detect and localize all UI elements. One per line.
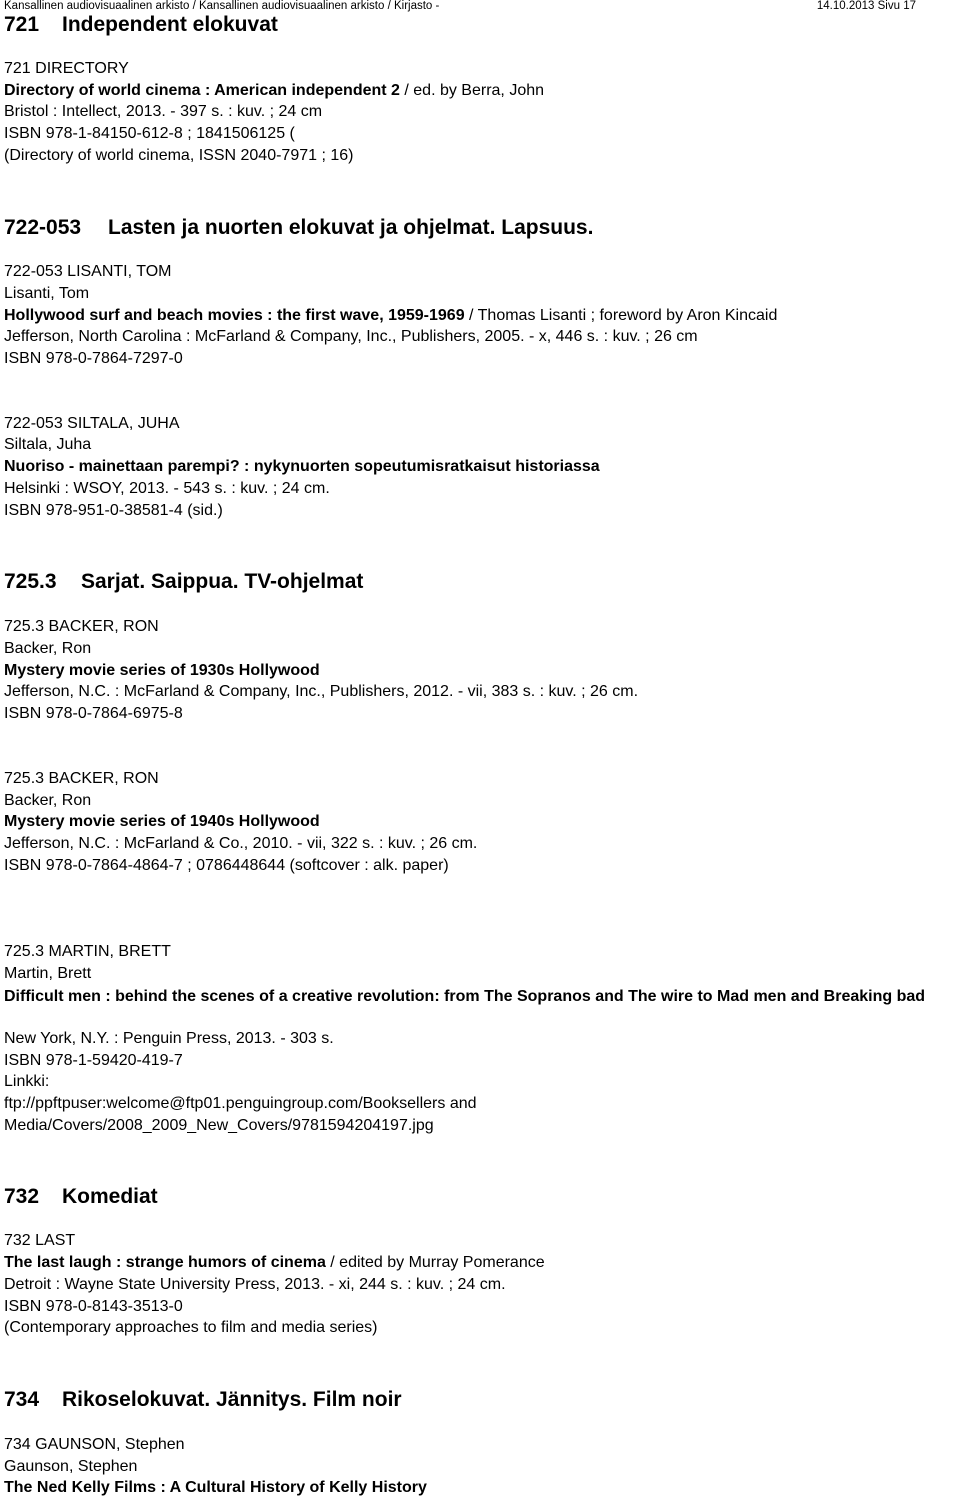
section-number: 722-053 xyxy=(4,216,82,239)
section-heading-734 xyxy=(4,1388,402,1412)
section-number: 721 xyxy=(4,13,40,36)
entry-title-line xyxy=(4,812,320,832)
entry-isbn: ISBN 978-0-7864-7297-0 xyxy=(4,350,183,367)
entry-series: (Directory of world cinema, ISSN 2040-7971 ; 16) xyxy=(4,147,354,164)
entry-title-line xyxy=(4,661,320,681)
header-date: 14.10.2013 xyxy=(816,0,875,12)
entry-title: Mystery movie series of 1940s Hollywood xyxy=(4,813,320,830)
entry-isbn: ISBN 978-0-7864-6975-8 xyxy=(4,705,183,722)
entry-title: Mystery movie series of 1930s Hollywood xyxy=(4,662,320,679)
entry-responsibility: / Thomas Lisanti ; foreword by Aron Kincaid xyxy=(464,307,778,324)
entry-publication: Bristol : Intellect, 2013. - 397 s. : kuv. ; 24 cm xyxy=(4,103,323,120)
section-number: 732 xyxy=(4,1185,40,1208)
entry-isbn: ISBN 978-951-0-38581-4 (sid.) xyxy=(4,502,223,519)
entry-link-continued[interactable]: Media/Covers/2008_2009_New_Covers/9781594204197.jpg xyxy=(4,1117,434,1134)
section-title: Komediat xyxy=(62,1185,158,1208)
section-heading-725-3 xyxy=(4,570,364,594)
entry-title-line xyxy=(4,306,777,326)
entry-series: (Contemporary approaches to film and media series) xyxy=(4,1319,378,1336)
entry-isbn: ISBN 978-1-59420-419-7 xyxy=(4,1052,183,1069)
section-heading-721 xyxy=(4,13,278,37)
entry-isbn: ISBN 978-0-8143-3513-0 xyxy=(4,1298,183,1315)
section-heading-732 xyxy=(4,1185,158,1209)
section-number: 734 xyxy=(4,1388,40,1411)
header-date-page xyxy=(817,0,916,12)
header-page: Sivu 17 xyxy=(877,0,916,12)
entry-title: Difficult men : behind the scenes of a creative revolution: from The Sopranos and The wire to Mad men and Breaking bad xyxy=(4,988,926,1005)
entry-author: Backer, Ron xyxy=(4,640,92,657)
entry-title-line xyxy=(4,1253,545,1273)
section-title: Lasten ja nuorten elokuvat ja ohjelmat. Lapsuus. xyxy=(108,216,594,239)
entry-publication: Helsinki : WSOY, 2013. - 543 s. : kuv. ; 24 cm. xyxy=(4,480,330,497)
page-header xyxy=(4,0,956,14)
entry-publication: Jefferson, North Carolina : McFarland & Company, Inc., Publishers, 2005. - x, 446 s. : kuv. ; 26 cm xyxy=(4,328,698,345)
entry-title: Nuoriso - mainettaan parempi? : nykynuorten sopeutumisratkaisut historiassa xyxy=(4,458,600,475)
entry-title-line xyxy=(4,457,600,477)
entry-publication: Jefferson, N.C. : McFarland & Company, Inc., Publishers, 2012. - vii, 383 s. : kuv. ; 26 cm. xyxy=(4,683,639,700)
entry-title-line xyxy=(4,81,544,101)
header-source: Kansallinen audiovisuaalinen arkisto / Kansallinen audiovisuaalinen arkisto / Kirjasto - xyxy=(4,0,440,12)
entry-code: 725.3 BACKER, RON xyxy=(4,770,159,787)
section-number: 725.3 xyxy=(4,570,57,593)
entry-code: 732 LAST xyxy=(4,1232,76,1249)
entry-isbn: ISBN 978-1-84150-612-8 ; 1841506125 ( xyxy=(4,125,295,142)
entry-publication: Jefferson, N.C. : McFarland & Co., 2010. - vii, 322 s. : kuv. ; 26 cm. xyxy=(4,835,478,852)
entry-code: 725.3 MARTIN, BRETT xyxy=(4,943,171,960)
entry-link-label: Linkki: xyxy=(4,1073,50,1090)
entry-author: Lisanti, Tom xyxy=(4,285,90,302)
entry-title-line xyxy=(4,1478,427,1498)
entry-responsibility: / ed. by Berra, John xyxy=(399,82,545,99)
entry-responsibility: / edited by Murray Pomerance xyxy=(325,1254,545,1271)
entry-author: Gaunson, Stephen xyxy=(4,1458,138,1475)
entry-author: Martin, Brett xyxy=(4,965,92,982)
entry-title: The last laugh : strange humors of cinema xyxy=(4,1254,326,1271)
entry-code: 722-053 LISANTI, TOM xyxy=(4,263,172,280)
section-heading-722-053 xyxy=(4,216,594,240)
entry-isbn: ISBN 978-0-7864-4864-7 ; 0786448644 (softcover : alk. paper) xyxy=(4,857,449,874)
entry-link[interactable]: ftp://ppftpuser:welcome@ftp01.penguingroup.com/Booksellers and xyxy=(4,1095,477,1112)
section-title: Sarjat. Saippua. TV-ohjelmat xyxy=(81,570,364,593)
entry-publication: Detroit : Wayne State University Press, 2013. - xi, 244 s. : kuv. ; 24 cm. xyxy=(4,1276,506,1293)
entry-title-line xyxy=(4,986,960,1008)
entry-code: 721 DIRECTORY xyxy=(4,60,129,77)
entry-code: 722-053 SILTALA, JUHA xyxy=(4,415,180,432)
section-title: Independent elokuvat xyxy=(62,13,278,36)
entry-title: The Ned Kelly Films : A Cultural History of Kelly History xyxy=(4,1479,427,1496)
entry-code: 725.3 BACKER, RON xyxy=(4,618,159,635)
entry-author: Siltala, Juha xyxy=(4,436,92,453)
entry-author: Backer, Ron xyxy=(4,792,92,809)
entry-title: Hollywood surf and beach movies : the first wave, 1959-1969 xyxy=(4,307,465,324)
entry-code: 734 GAUNSON, Stephen xyxy=(4,1436,185,1453)
entry-title: Directory of world cinema : American independent 2 xyxy=(4,82,400,99)
section-title: Rikoselokuvat. Jännitys. Film noir xyxy=(62,1388,402,1411)
entry-publication: New York, N.Y. : Penguin Press, 2013. - 303 s. xyxy=(4,1030,334,1047)
